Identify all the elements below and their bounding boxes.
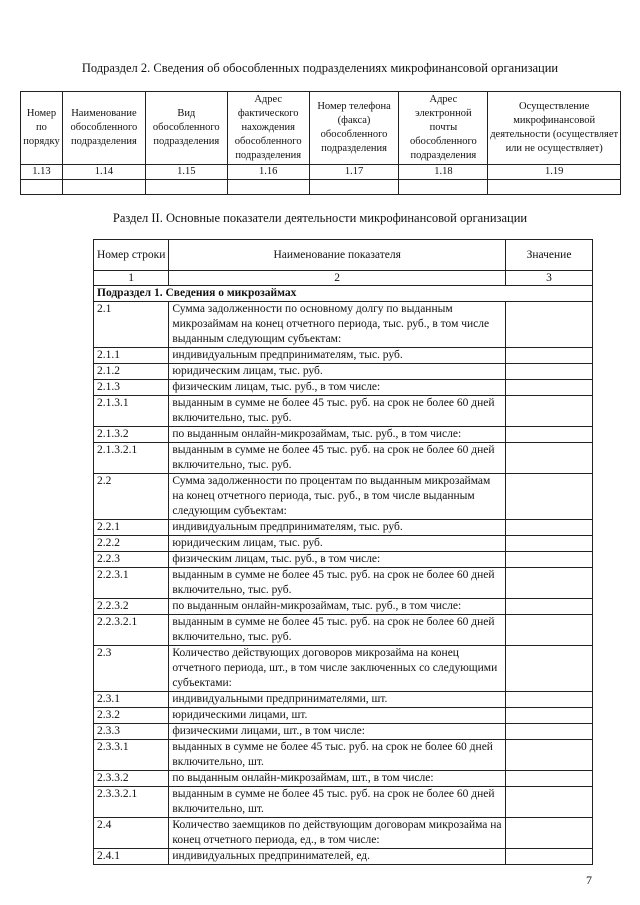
table-row xyxy=(94,396,593,427)
line-code: 2.3 xyxy=(94,646,169,692)
value-cell[interactable] xyxy=(506,568,593,599)
column-number: 1.13 xyxy=(21,165,63,180)
table-row xyxy=(94,740,593,771)
value-cell[interactable] xyxy=(506,474,593,520)
line-code: 2.1 xyxy=(94,302,169,348)
header-cell-division-name: Наименование обособленного подразделения xyxy=(62,92,145,165)
line-code: 2.2.3.2.1 xyxy=(94,615,169,646)
table-row xyxy=(94,599,593,615)
line-code: 2.2.3.1 xyxy=(94,568,169,599)
value-cell[interactable] xyxy=(506,348,593,364)
header-cell-indicator-name: Наименование показателя xyxy=(169,240,506,271)
line-code: 2.2.3.2 xyxy=(94,599,169,615)
line-code: 2.3.3.2.1 xyxy=(94,787,169,818)
value-cell[interactable] xyxy=(506,849,593,865)
value-cell[interactable] xyxy=(506,599,593,615)
indicator-name: юридическими лицами, шт. xyxy=(169,708,506,724)
line-code: 2.2 xyxy=(94,474,169,520)
value-cell[interactable] xyxy=(506,520,593,536)
table-row xyxy=(94,646,593,692)
indicator-name: физическим лицам, тыс. руб., в том числе: xyxy=(169,380,506,396)
column-number-row xyxy=(94,271,593,286)
column-number: 1.18 xyxy=(399,165,488,180)
table-row xyxy=(94,724,593,740)
header-cell-address: Адрес фактического нахождения обособленного подразделения xyxy=(227,92,309,165)
empty-cell[interactable] xyxy=(309,180,399,195)
indicator-name: Количество заемщиков по действующим договорам микрозайма на конец отчетного периода, ед., в том числе: xyxy=(169,818,506,849)
table-header-row xyxy=(94,240,593,271)
indicator-name: Сумма задолженности по основному долгу по выданным микрозаймам на конец отчетного периода, тыс. руб., в том числе выданным следующим субъектам: xyxy=(169,302,506,348)
table-row xyxy=(94,787,593,818)
column-number: 3 xyxy=(506,271,593,286)
table-row xyxy=(94,348,593,364)
table-row xyxy=(94,771,593,787)
value-cell[interactable] xyxy=(506,396,593,427)
column-number: 1.19 xyxy=(488,165,621,180)
value-cell[interactable] xyxy=(506,443,593,474)
indicator-name: Сумма задолженности по процентам по выданным микрозаймам на конец отчетного периода, тыс. руб., в том числе выданным следующим субъектам: xyxy=(169,474,506,520)
table-row xyxy=(94,536,593,552)
value-cell[interactable] xyxy=(506,646,593,692)
empty-cell[interactable] xyxy=(227,180,309,195)
empty-data-row xyxy=(21,180,621,195)
table-row xyxy=(94,568,593,599)
line-code: 2.1.1 xyxy=(94,348,169,364)
line-code: 2.1.3 xyxy=(94,380,169,396)
indicator-name: по выданным онлайн-микрозаймам, тыс. руб., в том числе: xyxy=(169,427,506,443)
indicator-name: индивидуальным предпринимателям, тыс. руб. xyxy=(169,520,506,536)
header-cell-activity: Осуществление микрофинансовой деятельности (осуществляет или не осуществляет) xyxy=(488,92,621,165)
indicator-name: индивидуальными предпринимателями, шт. xyxy=(169,692,506,708)
header-cell-value: Значение xyxy=(506,240,593,271)
indicator-name: Количество действующих договоров микрозайма на конец отчетного периода, шт., в том числе заключенных со следующими субъектами: xyxy=(169,646,506,692)
line-code: 2.2.2 xyxy=(94,536,169,552)
table-row xyxy=(94,474,593,520)
line-code: 2.1.3.1 xyxy=(94,396,169,427)
table-header-row xyxy=(21,92,621,165)
table-row xyxy=(94,427,593,443)
column-number: 1.17 xyxy=(309,165,399,180)
table-row xyxy=(94,692,593,708)
value-cell[interactable] xyxy=(506,771,593,787)
table-row xyxy=(94,443,593,474)
indicator-name: выданным в сумме не более 45 тыс. руб. на срок не более 60 дней включительно, шт. xyxy=(169,787,506,818)
empty-cell[interactable] xyxy=(399,180,488,195)
table-row xyxy=(94,302,593,348)
column-number: 1.16 xyxy=(227,165,309,180)
value-cell[interactable] xyxy=(506,740,593,771)
value-cell[interactable] xyxy=(506,692,593,708)
header-cell-division-type: Вид обособленного подразделения xyxy=(145,92,227,165)
line-code: 2.3.1 xyxy=(94,692,169,708)
line-code: 2.3.3 xyxy=(94,724,169,740)
indicator-name: выданным в сумме не более 45 тыс. руб. на срок не более 60 дней включительно, тыс. руб. xyxy=(169,396,506,427)
subsection-label: Подраздел 1. Сведения о микрозаймах xyxy=(94,286,593,302)
empty-cell[interactable] xyxy=(62,180,145,195)
table-row xyxy=(94,552,593,568)
line-code: 2.1.3.2.1 xyxy=(94,443,169,474)
header-cell-phone: Номер телефона (факса) обособленного подразделения xyxy=(309,92,399,165)
indicator-name: выданным в сумме не более 45 тыс. руб. на срок не более 60 дней включительно, тыс. руб. xyxy=(169,615,506,646)
indicator-name: физическим лицам, тыс. руб., в том числе: xyxy=(169,552,506,568)
value-cell[interactable] xyxy=(506,787,593,818)
table-row xyxy=(94,818,593,849)
table-row xyxy=(94,708,593,724)
value-cell[interactable] xyxy=(506,536,593,552)
line-code: 2.3.3.2 xyxy=(94,771,169,787)
indicator-name: по выданным онлайн-микрозаймам, тыс. руб., в том числе: xyxy=(169,599,506,615)
table-row xyxy=(94,520,593,536)
indicator-name: по выданным онлайн-микрозаймам, шт., в том числе: xyxy=(169,771,506,787)
line-code: 2.3.2 xyxy=(94,708,169,724)
line-code: 2.1.3.2 xyxy=(94,427,169,443)
empty-cell[interactable] xyxy=(488,180,621,195)
header-cell-email: Адрес электронной почты обособленного подразделения xyxy=(399,92,488,165)
separate-divisions-table xyxy=(20,91,621,195)
header-cell-number: Номер по порядку xyxy=(21,92,63,165)
column-number-row xyxy=(21,165,621,180)
indicator-name: индивидуальных предпринимателей, ед. xyxy=(169,849,506,865)
subsection-row xyxy=(94,286,593,302)
value-cell[interactable] xyxy=(506,708,593,724)
value-cell[interactable] xyxy=(506,724,593,740)
value-cell[interactable] xyxy=(506,302,593,348)
section-title: Раздел II. Основные показатели деятельности микрофинансовой организации xyxy=(112,211,528,225)
indicator-rows xyxy=(94,302,593,865)
value-cell[interactable] xyxy=(506,427,593,443)
table-row xyxy=(94,380,593,396)
value-cell[interactable] xyxy=(506,364,593,380)
line-code: 2.4.1 xyxy=(94,849,169,865)
column-number: 1 xyxy=(94,271,169,286)
value-cell[interactable] xyxy=(506,818,593,849)
indicator-name: юридическим лицам, тыс. руб. xyxy=(169,364,506,380)
indicator-name: выданным в сумме не более 45 тыс. руб. на срок не более 60 дней включительно, тыс. руб. xyxy=(169,443,506,474)
indicator-name: индивидуальным предпринимателям, тыс. руб. xyxy=(169,348,506,364)
value-cell[interactable] xyxy=(506,380,593,396)
table-row xyxy=(94,615,593,646)
line-code: 2.3.3.1 xyxy=(94,740,169,771)
value-cell[interactable] xyxy=(506,615,593,646)
column-number: 1.15 xyxy=(145,165,227,180)
column-number: 2 xyxy=(169,271,506,286)
page-number: 7 xyxy=(586,873,592,887)
indicator-name: выданных в сумме не более 45 тыс. руб. на срок не более 60 дней включительно, шт. xyxy=(169,740,506,771)
indicator-name: физическими лицами, шт., в том числе: xyxy=(169,724,506,740)
subsection-title: Подраздел 2. Сведения об обособленных подразделениях микрофинансовой организации xyxy=(81,61,559,75)
table-row xyxy=(94,364,593,380)
indicators-table xyxy=(93,239,593,865)
empty-cell[interactable] xyxy=(145,180,227,195)
indicator-name: юридическим лицам, тыс. руб. xyxy=(169,536,506,552)
indicator-name: выданным в сумме не более 45 тыс. руб. на срок не более 60 дней включительно, тыс. руб. xyxy=(169,568,506,599)
table-row xyxy=(94,849,593,865)
line-code: 2.2.3 xyxy=(94,552,169,568)
value-cell[interactable] xyxy=(506,552,593,568)
line-code: 2.1.2 xyxy=(94,364,169,380)
column-number: 1.14 xyxy=(62,165,145,180)
line-code: 2.4 xyxy=(94,818,169,849)
empty-cell[interactable] xyxy=(21,180,63,195)
header-cell-line-number: Номер строки xyxy=(94,240,169,271)
line-code: 2.2.1 xyxy=(94,520,169,536)
